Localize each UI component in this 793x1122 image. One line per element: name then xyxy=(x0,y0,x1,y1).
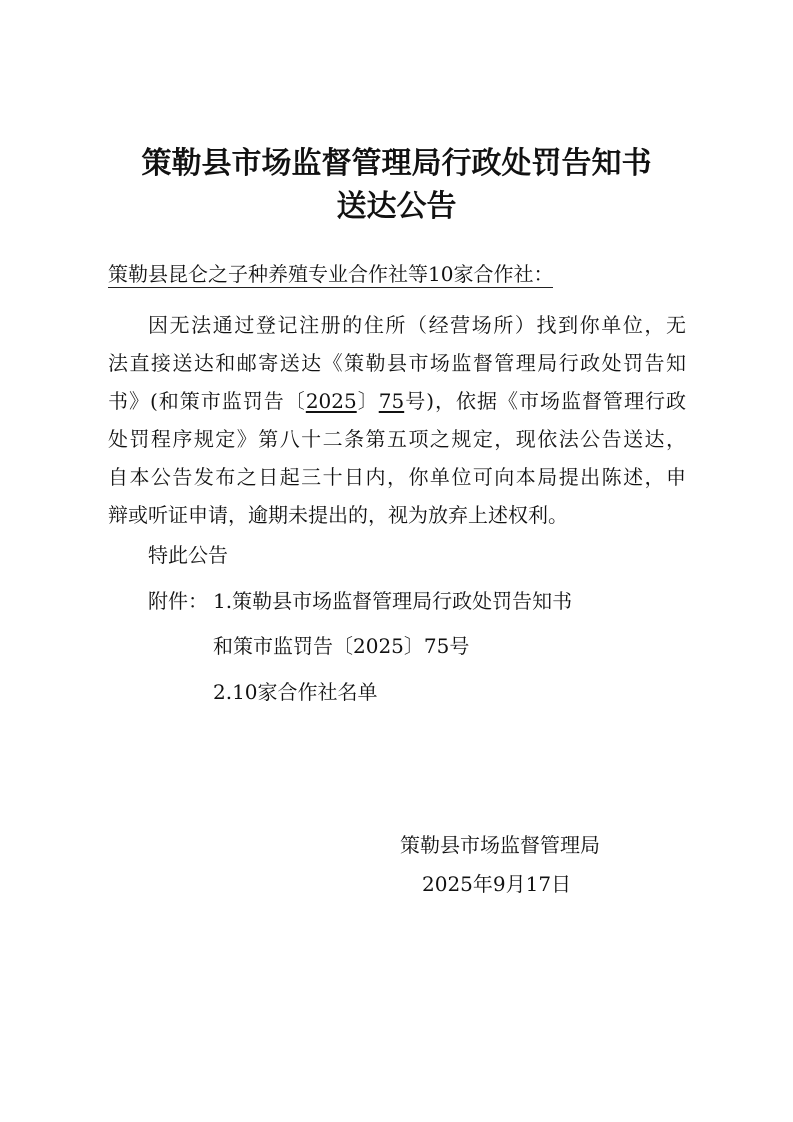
body-line-5: 自本公告发布之日起三十日内，你单位可向本局提出陈述，申 xyxy=(108,465,686,489)
body-line-2: 法直接送达和邮寄送达《策勒县市场监督管理局行政处罚告知 xyxy=(108,351,686,375)
body-line-3-part-b: 〕 xyxy=(356,389,379,413)
attachments-label: 附件： xyxy=(148,589,208,613)
body-line-3 xyxy=(108,389,686,413)
body-line-3-part-a: 书》(和策市监罚告〔 xyxy=(108,389,306,413)
document-title-line2: 送达公告 xyxy=(336,189,457,224)
attachment-item-2: 2.10家合作社名单 xyxy=(213,680,378,704)
closing-phrase: 特此公告 xyxy=(148,543,228,567)
case-number: 75 xyxy=(378,389,405,413)
signature-organization: 策勒县市场监督管理局 xyxy=(400,833,600,857)
body-line-3-part-c: 号)，依据《市场监督管理行政 xyxy=(404,389,686,413)
addressee: 策勒县昆仑之子种养殖专业合作社等10家合作社： xyxy=(108,262,554,286)
attachment-item-1-line-2: 和策市监罚告〔2025〕75号 xyxy=(213,634,470,658)
body-line-4: 处罚程序规定》第八十二条第五项之规定，现依法公告送达， xyxy=(108,427,686,451)
attachment-item-1-line-1: 1.策勒县市场监督管理局行政处罚告知书 xyxy=(213,589,573,613)
document-title-line1: 策勒县市场监督管理局行政处罚告知书 xyxy=(141,146,652,181)
case-year: 2025 xyxy=(305,389,357,413)
signature-date: 2025年9月17日 xyxy=(422,872,572,896)
body-line-1: 因无法通过登记注册的住所（经营场所）找到你单位，无 xyxy=(148,313,686,337)
body-line-6: 辩或听证申请，逾期未提出的，视为放弃上述权利。 xyxy=(108,503,568,527)
